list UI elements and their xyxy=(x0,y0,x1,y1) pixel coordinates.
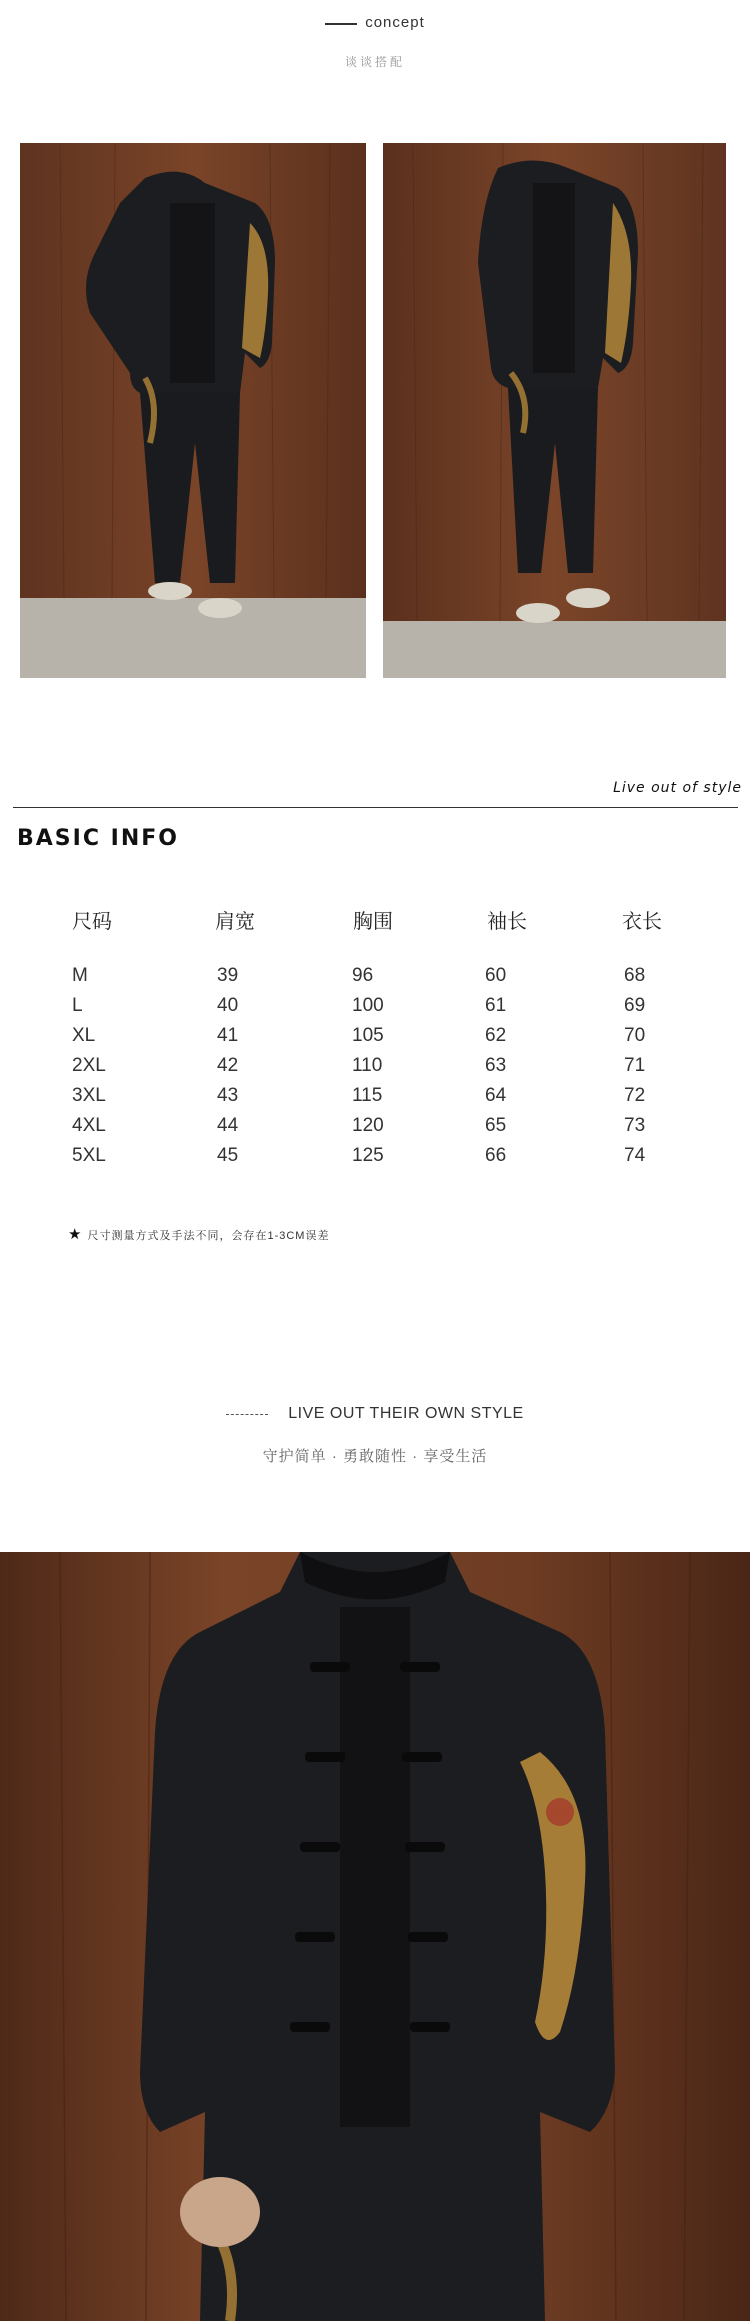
header-chest: 胸围 xyxy=(353,911,393,933)
concept-title-row xyxy=(0,14,750,31)
cell-chest: 120 xyxy=(352,1115,384,1136)
concept-header xyxy=(0,14,750,70)
cell-size: 4XL xyxy=(72,1115,106,1136)
cell-length: 72 xyxy=(624,1085,646,1106)
cell-shoulder: 42 xyxy=(217,1055,239,1076)
concept-dash xyxy=(325,23,357,25)
table-row xyxy=(0,965,750,995)
cell-sleeve: 63 xyxy=(485,1055,507,1076)
photo-right xyxy=(383,143,726,678)
cell-size: L xyxy=(72,995,83,1016)
star-icon: ★ xyxy=(68,1226,83,1243)
slogan: Live out of style xyxy=(613,780,742,796)
cell-shoulder: 39 xyxy=(217,965,239,986)
cell-chest: 100 xyxy=(352,995,384,1016)
table-row xyxy=(0,1145,750,1175)
cell-chest: 115 xyxy=(352,1085,383,1106)
photo-bottom xyxy=(0,1552,750,2321)
size-table-header xyxy=(0,905,750,965)
cell-chest: 105 xyxy=(352,1025,384,1046)
header-length: 衣长 xyxy=(622,911,662,933)
own-style-dash xyxy=(226,1414,268,1415)
own-style-title-row xyxy=(0,1405,750,1423)
cell-shoulder: 40 xyxy=(217,995,239,1016)
photo-left-image xyxy=(20,143,366,678)
measurement-note xyxy=(68,1225,329,1243)
cell-shoulder: 45 xyxy=(217,1145,239,1166)
cell-sleeve: 61 xyxy=(485,995,507,1016)
photo-left xyxy=(20,143,366,678)
photo-right-image xyxy=(383,143,726,678)
cell-length: 69 xyxy=(624,995,646,1016)
section-divider xyxy=(13,807,738,808)
own-style-section xyxy=(0,1405,750,1466)
table-row xyxy=(0,1025,750,1055)
basic-info-title: BASIC INFO xyxy=(17,826,179,851)
cell-sleeve: 64 xyxy=(485,1085,507,1106)
cell-chest: 125 xyxy=(352,1145,384,1166)
cell-size: 2XL xyxy=(72,1055,106,1076)
table-row xyxy=(0,995,750,1025)
table-row xyxy=(0,1085,750,1115)
table-row xyxy=(0,1055,750,1085)
table-row xyxy=(0,1115,750,1145)
cell-shoulder: 41 xyxy=(217,1025,239,1046)
photo-bottom-image xyxy=(0,1552,750,2321)
cell-size: XL xyxy=(72,1025,96,1046)
cell-sleeve: 66 xyxy=(485,1145,507,1166)
measurement-note-text: 尺寸测量方式及手法不同，会存在1-3CM误差 xyxy=(87,1230,330,1242)
cell-chest: 96 xyxy=(352,965,374,986)
own-style-subtitle: 守护简单 · 勇敢随性 · 享受生活 xyxy=(262,1448,488,1465)
cell-size: 5XL xyxy=(72,1145,106,1166)
cell-length: 74 xyxy=(624,1145,646,1166)
cell-sleeve: 65 xyxy=(485,1115,507,1136)
size-table xyxy=(0,905,750,1175)
cell-shoulder: 44 xyxy=(217,1115,239,1136)
cell-length: 73 xyxy=(624,1115,646,1136)
cell-length: 68 xyxy=(624,965,646,986)
cell-size: M xyxy=(72,965,88,986)
concept-subtitle: 谈谈搭配 xyxy=(344,55,405,69)
cell-chest: 110 xyxy=(352,1055,383,1076)
header-shoulder: 肩宽 xyxy=(215,911,255,933)
cell-length: 70 xyxy=(624,1025,646,1046)
cell-sleeve: 60 xyxy=(485,965,507,986)
cell-size: 3XL xyxy=(72,1085,106,1106)
own-style-title: LIVE OUT THEIR OWN STYLE xyxy=(288,1405,524,1422)
header-size: 尺码 xyxy=(72,911,112,933)
concept-title: concept xyxy=(365,14,425,31)
cell-length: 71 xyxy=(624,1055,646,1076)
cell-shoulder: 43 xyxy=(217,1085,239,1106)
header-sleeve: 袖长 xyxy=(487,911,527,933)
cell-sleeve: 62 xyxy=(485,1025,507,1046)
